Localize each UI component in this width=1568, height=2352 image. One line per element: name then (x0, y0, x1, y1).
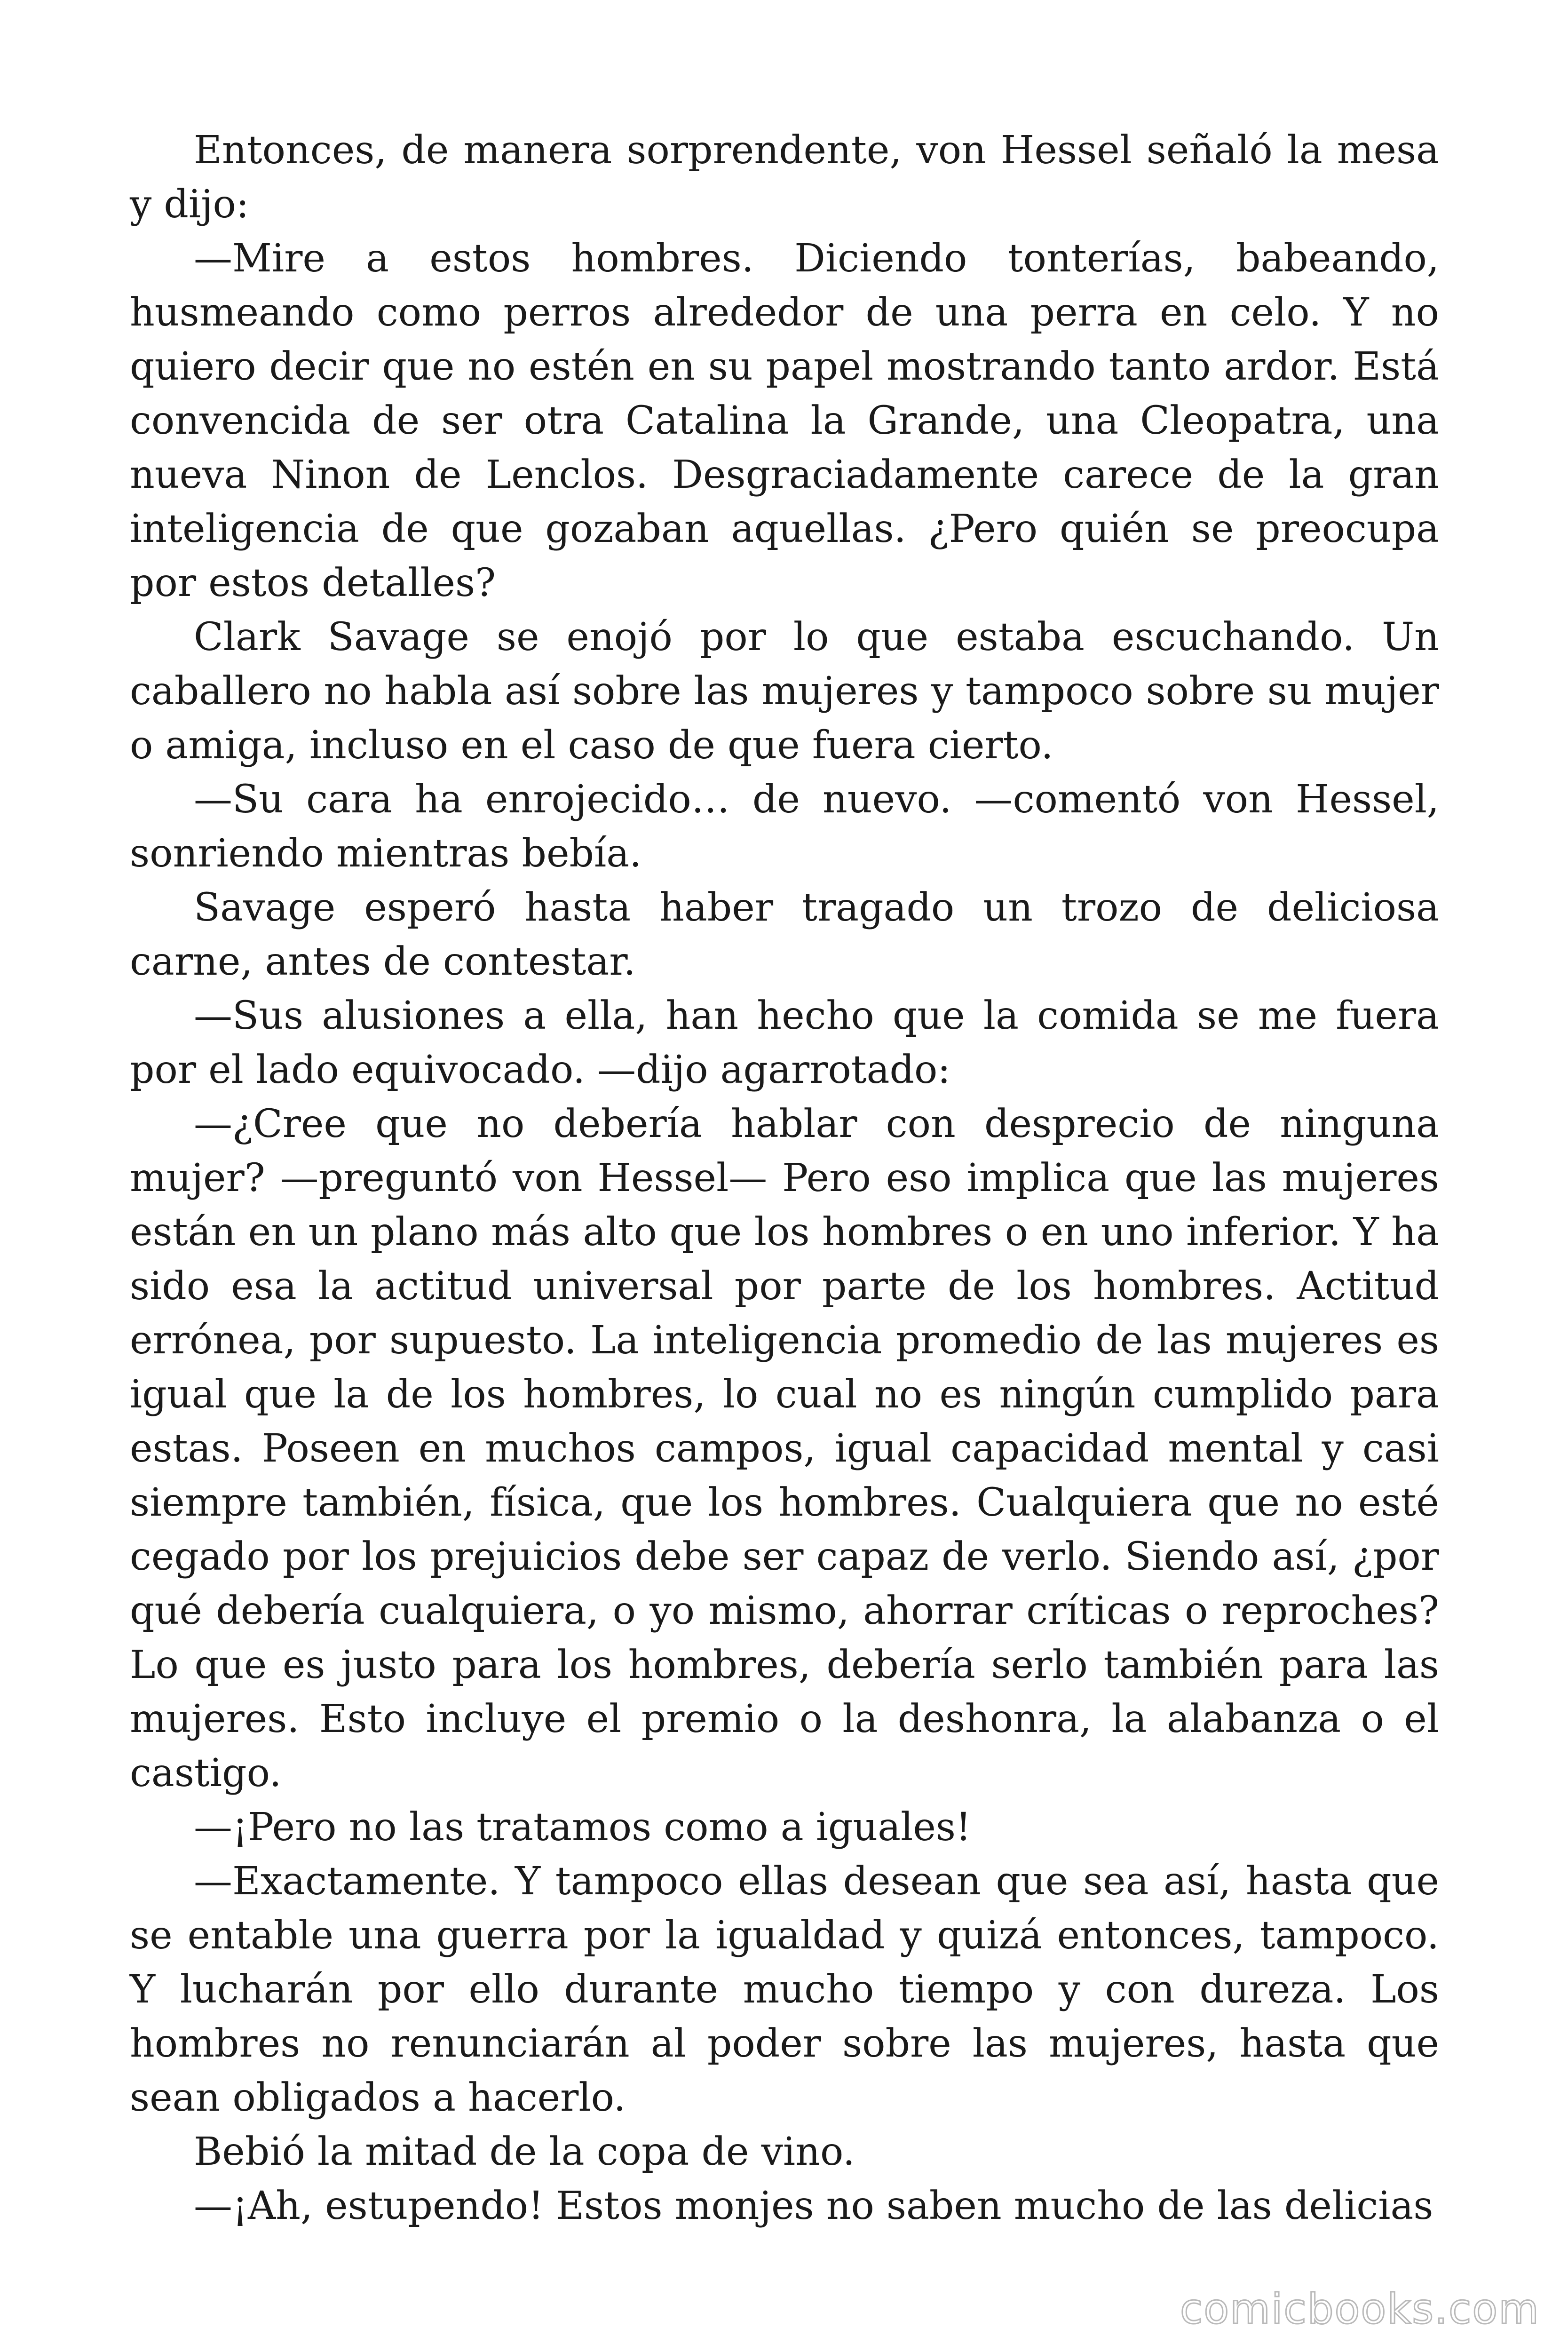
paragraph: Clark Savage se enojó por lo que estaba escuchando. Un caballero no habla así sobre las mujeres y tampoco sobre su mujer o amiga, incluso en el caso de que fuera cierto. (130, 615, 1439, 768)
paragraph: —Sus alusiones a ella, han hecho que la comida se me fuera por el lado equivocado. —dijo agarrotado: (130, 993, 1439, 1092)
paragraph: Bebió la mitad de la copa de vino. (194, 2130, 855, 2174)
paragraph: Entonces, de manera sorprendente, von Hessel señaló la mesa y dijo: (130, 128, 1439, 227)
paragraph: —¡Ah, estupendo! Estos monjes no saben mucho de las delicias (194, 2184, 1433, 2228)
paragraph: —Mire a estos hombres. Diciendo tonterías, babeando, husmeando como perros alrededor de una perra en celo. Y no quiero decir que no estén en su papel mostrando tanto ardor. Está convencida de ser otra Catalina la Grande, una Cleopatra, una nueva Ninon de Lenclos. Desgraciadamente carece de la gran inteligencia de que gozaban aquellas. ¿Pero quién se preocupa por estos detalles? (130, 236, 1439, 605)
paragraph: —¿Cree que no debería hablar con desprecio de ninguna mujer? —preguntó von Hessel— Pero eso implica que las mujeres están en un plano más alto que los hombres o en uno inferior. Y ha sido esa la actitud universal por parte de los hombres. Actitud errónea, por supuesto. La inteligencia promedio de las mujeres es igual que la de los hombres, lo cual no es ningún cumplido para estas. Poseen en muchos campos, igual capacidad mental y casi siempre también, física, que los hombres. Cualquiera que no esté cegado por los prejuicios debe ser capaz de verlo. Siendo así, ¿por qué debería cualquiera, o yo mismo, ahorrar críticas o reproches? Lo que es justo para los hombres, debería serlo también para las mujeres. Esto incluye el premio o la deshonra, la alabanza o el castigo. (130, 1102, 1439, 1796)
paragraph: —¡Pero no las tratamos como a iguales! (194, 1805, 971, 1850)
watermark-logo: comicbooks.com (1180, 2285, 1540, 2333)
paragraph: —Su cara ha enrojecido… de nuevo. —comentó von Hessel, sonriendo mientras bebía. (130, 777, 1439, 876)
body-text (130, 123, 1439, 2233)
paragraph: Savage esperó hasta haber tragado un trozo de deliciosa carne, antes de contestar. (130, 885, 1439, 984)
paragraph: —Exactamente. Y tampoco ellas desean que sea así, hasta que se entable una guerra por la igualdad y quizá entonces, tampoco. Y lucharán por ello durante mucho tiempo y con dureza. Los hombres no renunciarán al poder sobre las mujeres, hasta que sean obligados a hacerlo. (130, 1859, 1439, 2120)
